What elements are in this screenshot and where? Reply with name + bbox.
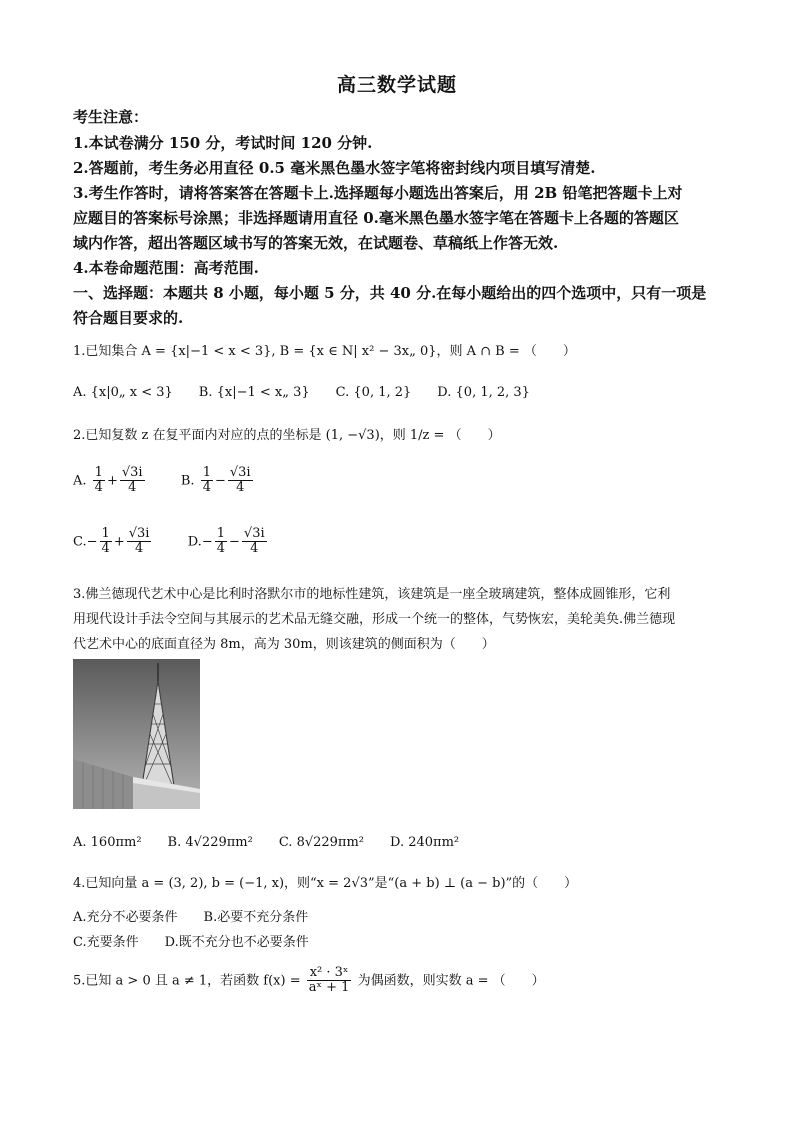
q2-b-op: − xyxy=(214,473,226,489)
q4-options-cd: C.充要条件 D.既不充分也不必要条件 xyxy=(73,935,309,950)
q2-option-d-label: D. xyxy=(187,534,202,550)
q5-stem xyxy=(73,966,545,996)
q3-line3: 代艺术中心的底面直径为 8m，高为 30m，则该建筑的侧面积为（ ） xyxy=(73,637,495,652)
notice-item-4: 4.本卷命题范围：高考范围. xyxy=(73,259,259,277)
cone-tower-image xyxy=(73,659,200,809)
notice-item-1: 1.本试卷满分 150 分，考试时间 120 分钟. xyxy=(73,134,373,152)
q2-options-ab xyxy=(73,466,255,496)
section1-line1: 一、选择题：本题共 8 小题，每小题 5 分，共 40 分.在每小题给出的四个选项中，只有一项是 xyxy=(73,284,707,302)
q4-options-ab: A.充分不必要条件 B.必要不充分条件 xyxy=(73,910,309,925)
q5-fraction xyxy=(307,966,352,996)
q5-numerator: x² · 3ˣ xyxy=(307,966,352,981)
q1-stem: 1.已知集合 A = {x|−1 < x < 3}, B = {x ∈ N| x² − 3x„ 0}，则 A ∩ B = （ ） xyxy=(73,344,576,359)
q2-options-cd: C.− $\frac{1}{4}$ + $\frac{√3i}{4}$ D.− $\frac{1}{4}$ − $\frac{√3i}{4}$ xyxy=(73,526,265,557)
notice-item-3-cont2: 域内作答，超出答题区域书写的答案无效，在试题卷、草稿纸上作答无效. xyxy=(73,234,559,252)
building-photo xyxy=(73,659,200,809)
q1-options: A. {x|0„ x < 3} B. {x|−1 < x„ 3} C. {0, 1, 2} D. {0, 1, 2, 3} xyxy=(73,385,530,400)
q5-denominator: aˣ + 1 xyxy=(308,980,350,996)
q2-d-frac2: $\frac{√3i}{4}$ xyxy=(243,526,265,557)
q2-c-frac1: $\frac{1}{4}$ xyxy=(101,526,110,557)
q2-option-c-label: C. xyxy=(73,534,87,550)
q2-option-a-label: A. xyxy=(73,473,87,489)
notice-heading: 考生注意： xyxy=(73,108,149,126)
q2-option-b-label: B. xyxy=(180,473,195,489)
q4-stem: 4.已知向量 a = (3, 2), b = (−1, x)，则“x = 2√3”是“(a + b) ⊥ (a − b)”的（ ） xyxy=(73,876,578,891)
q3-line1: 3.佛兰德现代艺术中心是比利时洛默尔市的地标性建筑，该建筑是一座全玻璃建筑，整体成圆锥形，它利 xyxy=(73,587,671,602)
q5-stem-pre: 5.已知 a > 0 且 a ≠ 1，若函数 f(x) = xyxy=(73,973,305,989)
q2-d-frac1: $\frac{1}{4}$ xyxy=(216,526,225,557)
page-title: 高三数学试题 xyxy=(336,74,457,96)
q2-a-frac2: $\frac{√3i}{4}$ xyxy=(121,465,143,496)
section1-line2: 符合题目要求的. xyxy=(73,309,184,327)
q2-a-frac1: $\frac{1}{4}$ xyxy=(94,465,103,496)
q2-c-frac2: $\frac{√3i}{4}$ xyxy=(128,526,150,557)
q5-stem-post: 为偶函数，则实数 a = （ ） xyxy=(353,973,545,989)
q3-line2: 用现代设计手法令空间与其展示的艺术品无缝交融，形成一个统一的整体，气势恢宏，美轮美奂.佛兰德现 xyxy=(73,612,676,627)
q2-b-frac1: $\frac{1}{4}$ xyxy=(202,465,211,496)
notice-item-3: 3.考生作答时，请将答案答在答题卡上.选择题每小题选出答案后，用 2B 铅笔把答题卡上对 xyxy=(73,184,683,202)
q2-b-frac2: $\frac{√3i}{4}$ xyxy=(229,465,251,496)
q2-stem: 2.已知复数 z 在复平面内对应的点的坐标是 (1, −√3)，则 1/z = （ ） xyxy=(73,428,501,443)
notice-item-2: 2.答题前，考生务必用直径 0.5 毫米黑色墨水签字笔将密封线内项目填写清楚. xyxy=(73,159,596,177)
q3-options: A. 160πm² B. 4√229πm² C. 8√229πm² D. 240πm² xyxy=(73,835,460,850)
q2-a-op: + xyxy=(106,473,118,489)
notice-item-3-cont1: 应题目的答案标号涂黑；非选择题请用直径 0.毫米黑色墨水签字笔在答题卡上各题的答题区 xyxy=(73,209,679,227)
